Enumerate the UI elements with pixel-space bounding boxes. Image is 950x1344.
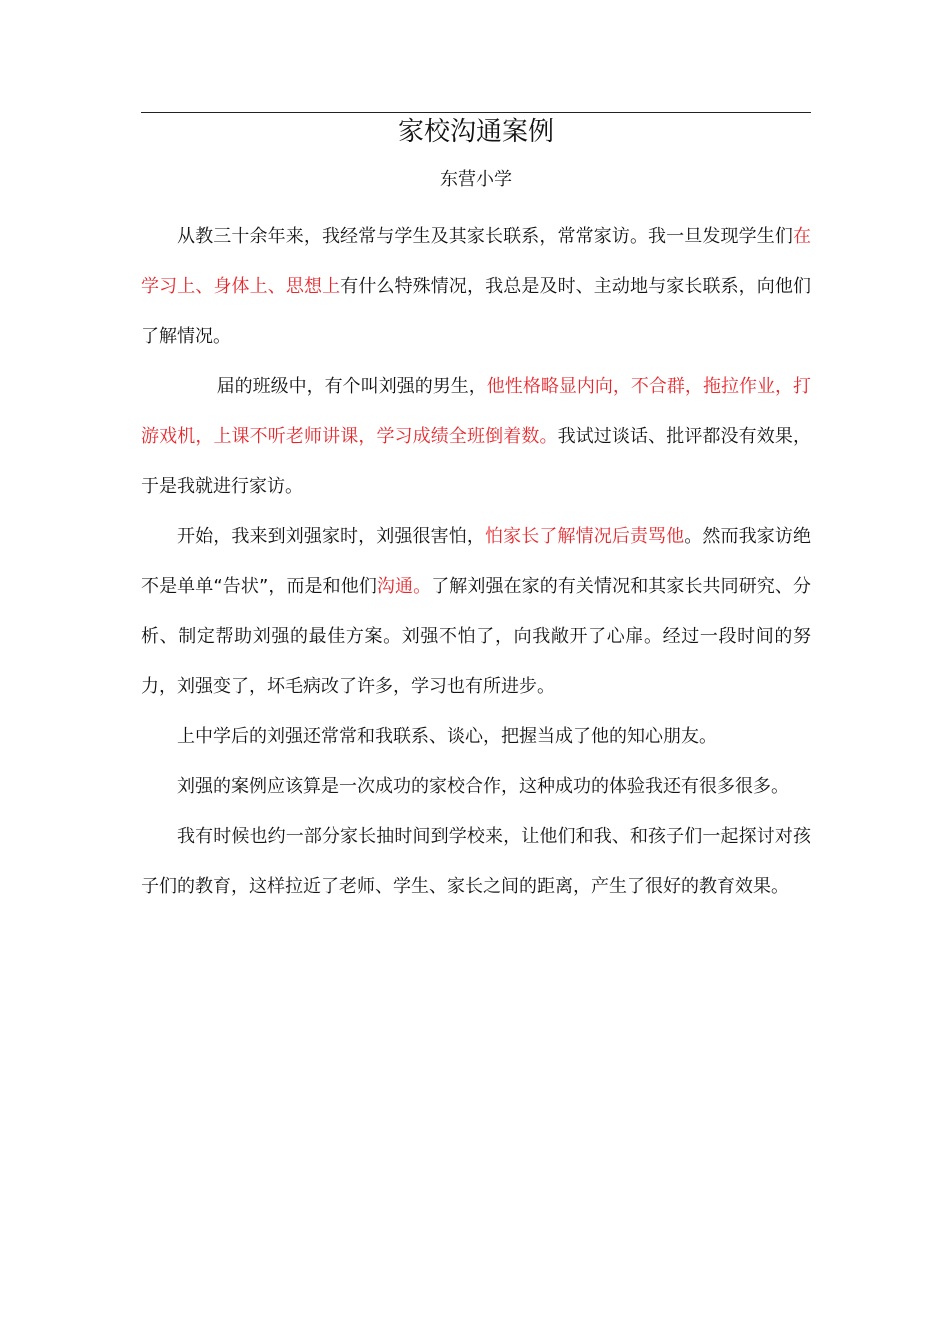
highlighted-text: 在学习上、身体上、思想上 (141, 226, 811, 297)
highlighted-text: 沟通。 (376, 576, 432, 597)
highlighted-text: 怕家长了解情况后责骂他 (485, 526, 685, 547)
paragraph-text: 上中学后的刘强还常常和我联系、谈心，把握当成了他的知心朋友。 (177, 726, 717, 747)
paragraph-text: 我有时候也约一部分家长抽时间到学校来，让他们和我、和孩子们一起探讨对孩子们的教育，这样拉近了老师、学生、家长之间的距离，产生了很好的教育效果。 (141, 826, 811, 897)
document-title: 家校沟通案例 (397, 117, 554, 147)
paragraph-text: 届的班级中，有个叫刘强的男生， (216, 376, 487, 397)
highlighted-text: 他性格略显内向，不合群，拖拉作业，打游戏机，上课不听老师讲课，学习成绩全班倒着数。 (141, 376, 812, 447)
header-rule (141, 112, 811, 113)
paragraph-1 (141, 212, 811, 362)
paragraph-6 (141, 812, 811, 912)
document-body (141, 212, 811, 912)
paragraph-text: 有什么特殊情况，我总是及时、主动地与家长联系，向他们了解情况。 (141, 276, 812, 347)
document-subtitle: 东营小学 (440, 169, 512, 190)
paragraph-text: 我试过谈话、批评都没有效果，于是我就进行家访。 (141, 426, 812, 497)
paragraph-2 (141, 362, 811, 512)
paragraph-text: 了解刘强在家的有关情况和其家长共同研究、分析、制定帮助刘强的最佳方案。刘强不怕了，向我敞开了心扉。经过一段时间的努力，刘强变了，坏毛病改了许多，学习也有所进步。 (141, 576, 812, 697)
paragraph-text: 从教三十余年来，我经常与学生及其家长联系，常常家访。我一旦发现学生们 (177, 226, 793, 247)
paragraph-3 (141, 512, 811, 712)
paragraph-4 (141, 712, 811, 762)
paragraph-text: 刘强的案例应该算是一次成功的家校合作，这种成功的体验我还有很多很多。 (177, 776, 789, 797)
paragraph-text: 。然而我家访绝不是单单“告状”，而是和他们 (141, 526, 812, 597)
paragraph-5 (141, 762, 811, 812)
paragraph-text: 开始，我来到刘强家时，刘强很害怕， (177, 526, 485, 547)
